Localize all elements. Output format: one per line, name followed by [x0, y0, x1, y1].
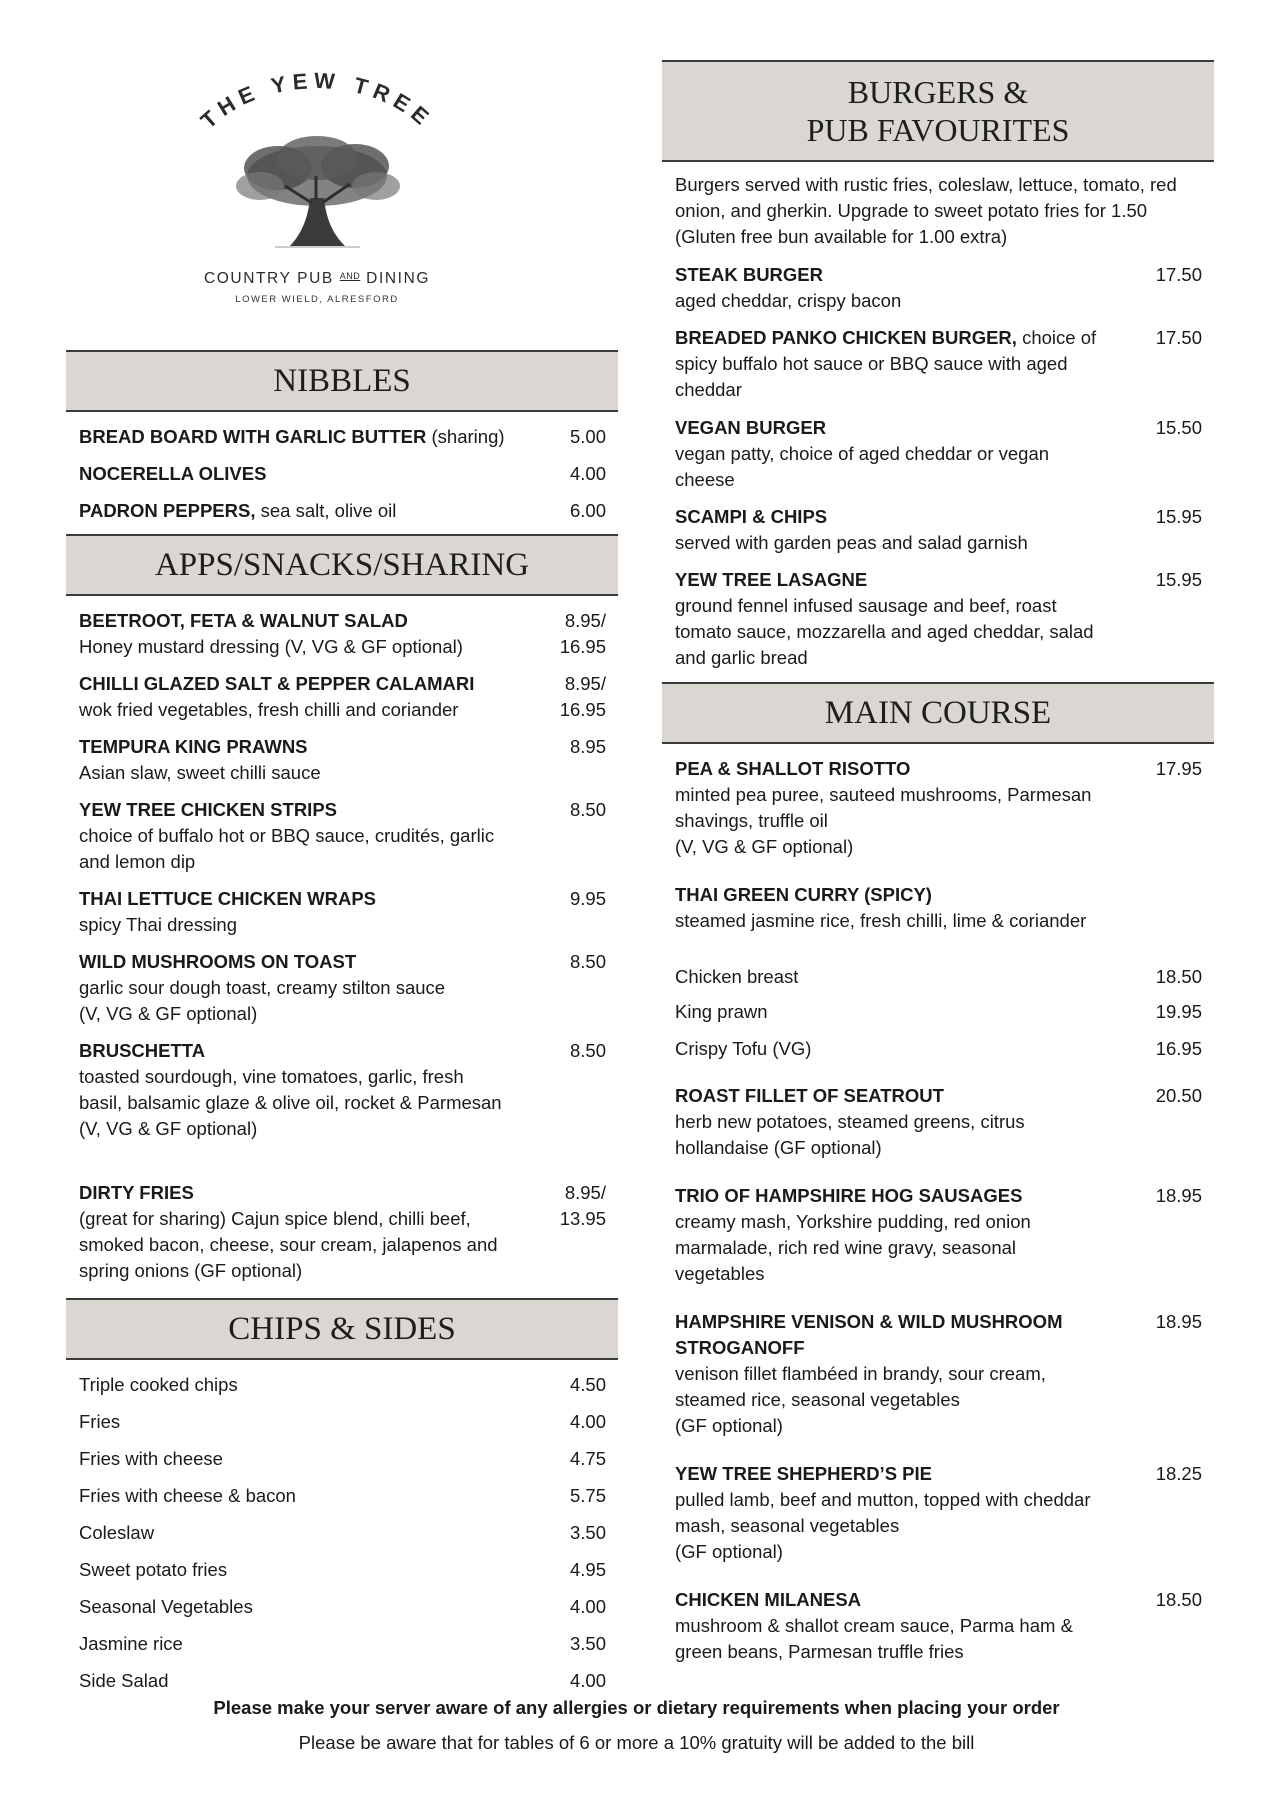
- item-price: 17.50: [1155, 264, 1202, 285]
- apps-list: [66, 608, 618, 1288]
- curry-option: Chicken breast 18.50: [662, 962, 1214, 999]
- mains-heading: MAIN COURSE: [662, 682, 1214, 744]
- menu-item: DIRTY FRIES (great for sharing) Cajun spice blend, chilli beef, smoked bacon, cheese, sour cream, jalapenos and spring onions (GF optional) 8.95/ 13.95: [79, 1182, 606, 1281]
- allergy-notice: Please make your server aware of any allergies or dietary requirements when placing your order: [213, 1697, 1060, 1718]
- menu-item: Sweet potato fries 4.95: [66, 1557, 618, 1594]
- nibbles-heading: NIBBLES: [66, 350, 618, 412]
- item-price: 5.00: [569, 426, 606, 447]
- menu-item: TEMPURA KING PRAWNS Asian slaw, sweet chilli sauce 8.95: [79, 736, 606, 783]
- item-price: 18.50: [1155, 966, 1202, 987]
- menu-item: Fries with cheese 4.75: [66, 1446, 618, 1483]
- curry-option: Crispy Tofu (VG) 16.95: [662, 1036, 1214, 1083]
- menu-item: STEAK BURGER aged cheddar, crispy bacon 17.50: [675, 264, 1202, 311]
- burgers-heading: BURGERS & PUB FAVOURITES: [662, 60, 1214, 162]
- sides-heading: CHIPS & SIDES: [66, 1298, 618, 1360]
- logo: [150, 58, 484, 308]
- tree-icon: [236, 136, 400, 247]
- item-price: 18.50: [1155, 1589, 1202, 1610]
- sides-list: [66, 1372, 618, 1705]
- menu-item: SCAMPI & CHIPS served with garden peas and salad garnish 15.95: [675, 506, 1202, 553]
- menu-item: YEW TREE CHICKEN STRIPS choice of buffalo hot or BBQ sauce, crudités, garlic and lemon dip 8.50: [79, 799, 606, 872]
- menu-item: PADRON PEPPERS, sea salt, olive oil 6.00: [66, 498, 618, 535]
- menu-item: NOCERELLA OLIVES 4.00: [66, 461, 618, 498]
- menu-item: WILD MUSHROOMS ON TOAST garlic sour dough toast, creamy stilton sauce (V, VG & GF optional) 8.50: [79, 951, 606, 1024]
- item-price: 4.00: [569, 1411, 606, 1432]
- item-price: 15.95: [1155, 506, 1202, 527]
- menu-item: HAMPSHIRE VENISON & WILD MUSHROOM STROGANOFF venison fillet flambéed in brandy, sour cream, steamed rice, seasonal vegetables (GF optional) 18.95: [675, 1311, 1202, 1436]
- logo-subtitle: COUNTRY PUB $^{AND}$ DINING: [203, 270, 431, 287]
- item-price: 3.50: [569, 1522, 606, 1543]
- item-price: 4.00: [569, 1596, 606, 1617]
- item-price: 8.50: [569, 951, 606, 972]
- menu-item: BREADED PANKO CHICKEN BURGER, choice of spicy buffalo hot sauce or BBQ sauce with aged cheddar 17.50: [675, 327, 1202, 400]
- menu-item: BEETROOT, FETA & WALNUT SALAD Honey mustard dressing (V, VG & GF optional) 8.95/ 16.95: [66, 608, 618, 671]
- item-price: 4.75: [569, 1448, 606, 1469]
- nibbles-list: [66, 424, 618, 535]
- burgers-list: [662, 262, 1214, 675]
- menu-item: Side Salad 4.00: [66, 1668, 618, 1705]
- item-price: 4.00: [569, 1670, 606, 1691]
- item-price: 18.95: [1155, 1311, 1202, 1332]
- menu-item: BREAD BOARD WITH GARLIC BUTTER (sharing) 5.00: [66, 424, 618, 461]
- menu-item: BRUSCHETTA toasted sourdough, vine tomatoes, garlic, fresh basil, balsamic glaze & olive oil, rocket & Parmesan (V, VG & GF optional) 8.50: [79, 1040, 606, 1139]
- item-price: 19.95: [1155, 1001, 1202, 1022]
- menu-item: YEW TREE SHEPHERD’S PIE pulled lamb, beef and mutton, topped with cheddar mash, seasonal vegetables (GF optional) 18.25: [675, 1463, 1202, 1562]
- item-price: 8.50: [569, 799, 606, 820]
- item-price: 20.50: [1155, 1085, 1202, 1106]
- menu-item: VEGAN BURGER vegan patty, choice of aged cheddar or vegan cheese 15.50: [675, 417, 1202, 490]
- item-price: 8.95/ 13.95: [559, 1182, 606, 1229]
- item-price: 4.95: [569, 1559, 606, 1580]
- item-price: 8.95/ 16.95: [559, 673, 606, 720]
- menu-item: CHICKEN MILANESA mushroom & shallot cream sauce, Parma ham & green beans, Parmesan truffle fries 18.50: [675, 1589, 1202, 1662]
- item-price: 18.25: [1155, 1463, 1202, 1484]
- menu-item: CHILLI GLAZED SALT & PEPPER CALAMARI wok fried vegetables, fresh chilli and coriander 8.95/ 16.95: [66, 671, 618, 734]
- menu-item: THAI LETTUCE CHICKEN WRAPS spicy Thai dressing 9.95: [79, 888, 606, 935]
- curry-option: King prawn 19.95: [662, 999, 1214, 1036]
- item-price: 8.95/ 16.95: [559, 610, 606, 657]
- item-price: 3.50: [569, 1633, 606, 1654]
- logo-location: LOWER WIELD, ALRESFORD: [235, 294, 399, 305]
- menu-item: Coleslaw 3.50: [66, 1520, 618, 1557]
- item-price: 15.50: [1155, 417, 1202, 438]
- menu-item: ROAST FILLET OF SEATROUT herb new potatoes, steamed greens, citrus hollandaise (GF optional) 20.50: [675, 1085, 1202, 1158]
- apps-heading: APPS/SNACKS/SHARING: [66, 534, 618, 596]
- item-price: 6.00: [569, 500, 606, 521]
- item-price: 16.95: [1155, 1038, 1202, 1059]
- item-price: 18.95: [1155, 1185, 1202, 1206]
- item-price: 17.50: [1155, 327, 1202, 348]
- gratuity-notice: Please be aware that for tables of 6 or more a 10% gratuity will be added to the bill: [298, 1732, 975, 1753]
- mains-list: [662, 756, 1214, 1667]
- logo-graphic: [150, 58, 484, 268]
- menu-item: THAI GREEN CURRY (SPICY) steamed jasmine rice, fresh chilli, lime & coriander: [675, 884, 1087, 931]
- menu-item: Fries with cheese & bacon 5.75: [66, 1483, 618, 1520]
- logo-arc-text: THE YEW TREE: [195, 67, 439, 134]
- menu-item: Jasmine rice 3.50: [66, 1631, 618, 1668]
- item-price: 4.50: [569, 1374, 606, 1395]
- item-price: 9.95: [569, 888, 606, 909]
- item-price: 17.95: [1155, 758, 1202, 779]
- item-price: 15.95: [1155, 569, 1202, 590]
- burgers-intro: Burgers served with rustic fries, coleslaw, lettuce, tomato, red onion, and gherkin. Upgrade to sweet potato fries for 1.50 (Gluten free bun available for 1.00 extra): [675, 174, 1177, 247]
- menu-item: PEA & SHALLOT RISOTTO minted pea puree, sauteed mushrooms, Parmesan shavings, truffle oil (V, VG & GF optional) 17.95: [675, 758, 1202, 857]
- menu-item: TRIO OF HAMPSHIRE HOG SAUSAGES creamy mash, Yorkshire pudding, red onion marmalade, rich red wine gravy, seasonal vegetables 18.95: [675, 1185, 1202, 1284]
- item-price: 5.75: [569, 1485, 606, 1506]
- item-price: 8.95: [569, 736, 606, 757]
- menu-item: YEW TREE LASAGNE ground fennel infused sausage and beef, roast tomato sauce, mozzarella and aged cheddar, salad and garlic bread 15.95: [675, 569, 1202, 668]
- menu-item: Triple cooked chips 4.50: [66, 1372, 618, 1409]
- menu-item: Seasonal Vegetables 4.00: [66, 1594, 618, 1631]
- menu-item: Fries 4.00: [66, 1409, 618, 1446]
- item-price: 4.00: [569, 463, 606, 484]
- item-price: 8.50: [569, 1040, 606, 1061]
